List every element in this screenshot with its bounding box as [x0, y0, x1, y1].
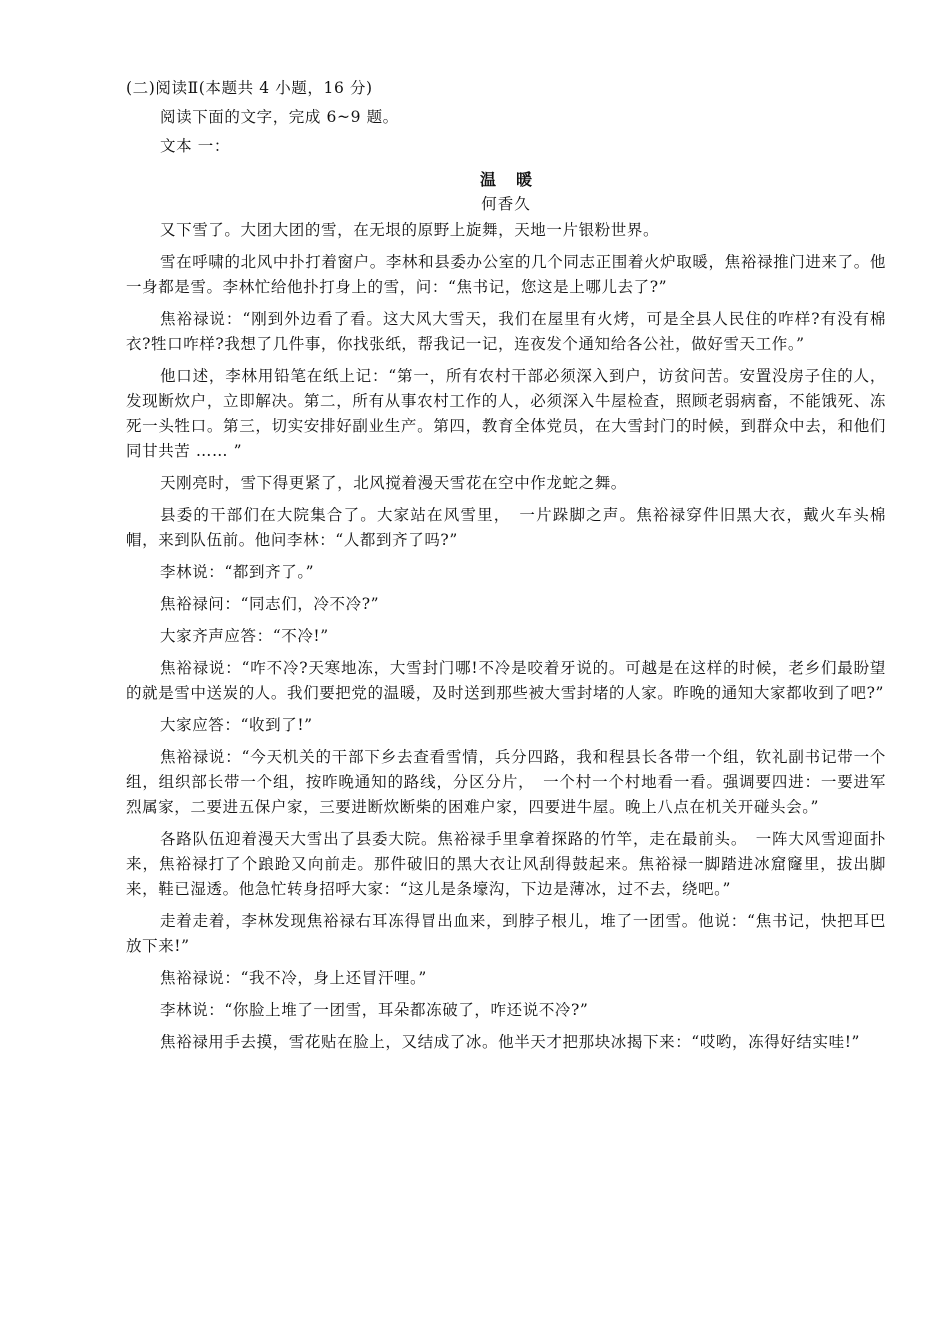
paragraph: 又下雪了。大团大团的雪，在无垠的原野上旋舞，天地一片银粉世界。	[160, 221, 660, 239]
text-label: 文本 一：	[160, 137, 230, 155]
paragraph: 焦裕禄说：“我不冷，身上还冒汗哩。”	[160, 969, 427, 987]
paragraph: 各路队伍迎着漫天大雪出了县委大院。焦裕禄手里拿着探路的竹竿，走在最前头。 一阵大风雪迎面扑来，焦裕禄打了个踉跄又向前走。那件破旧的黑大衣让风刮得鼓起来。焦裕禄一脚踏进冰窟窿里，拔出脚来，鞋已湿透。他急忙转身招呼大家：“这儿是条壕沟，下边是薄冰，过不去，绕吧。”	[126, 830, 886, 898]
section-header: (二)阅读Ⅱ(本题共 4 小题，16 分)	[126, 79, 373, 97]
story-author: 何香久	[481, 195, 531, 213]
paragraph: 焦裕禄说：“今天机关的干部下乡去查看雪情，兵分四路，我和程县长各带一个组，钦礼副书记带一个组，组织部长带一个组，按昨晚通知的路线，分区分片， 一个村一个村地看一看。强调要四进：一要进军烈属家，二要进五保户家，三要进断炊断柴的困难户家，四要进牛屋。晚上八点在机关开碰头会。”	[126, 748, 886, 816]
paragraph: 县委的干部们在大院集合了。大家站在风雪里， 一片跺脚之声。焦裕禄穿件旧黑大衣，戴火车头棉帽，来到队伍前。他问李林：“人都到齐了吗?”	[126, 506, 886, 549]
paragraph: 雪在呼啸的北风中扑打着窗户。李林和县委办公室的几个同志正围着火炉取暖，焦裕禄推门进来了。他一身都是雪。李林忙给他扑打身上的雪，问：“焦书记，您这是上哪儿去了?”	[126, 253, 886, 296]
paragraph: 大家应答：“收到了!”	[160, 716, 313, 734]
paragraph: 焦裕禄说：“刚到外边看了看。这大风大雪天，我们在屋里有火烤，可是全县人民住的咋样?有没有棉衣?牲口咋样?我想了几件事，你找张纸，帮我记一记，连夜发个通知给各公社，做好雪天工作。”	[126, 310, 886, 353]
paragraph: 他口述，李林用铅笔在纸上记：“第一，所有农村干部必须深入到户，访贫问苦。安置没房子住的人，发现断炊户，立即解决。第二，所有从事农村工作的人，必须深入牛屋检查，照顾老弱病畜，不能饿死、冻死一头牲口。第三，切实安排好副业生产。第四，教育全体党员，在大雪封门的时候，到群众中去，和他们同甘共苦 …… ”	[126, 367, 886, 460]
paragraph: 焦裕禄用手去摸，雪花贴在脸上，又结成了冰。他半天才把那块冰揭下来：“哎哟，冻得好结实哇!”	[160, 1033, 861, 1051]
story-body	[126, 218, 886, 1055]
paragraph: 走着走着，李林发现焦裕禄右耳冻得冒出血来，到脖子根儿，堆了一团雪。他说：“焦书记，快把耳巴放下来!”	[126, 912, 886, 955]
reading-instruction: 阅读下面的文字，完成 6~9 题。	[160, 108, 399, 126]
document-page	[126, 76, 886, 1062]
paragraph: 李林说：“都到齐了。”	[160, 563, 315, 581]
paragraph: 焦裕禄问：“同志们，冷不冷?”	[160, 595, 380, 613]
paragraph: 天刚亮时，雪下得更紧了，北风搅着漫天雪花在空中作龙蛇之舞。	[160, 474, 627, 492]
story-title: 温暖	[479, 170, 552, 189]
paragraph: 焦裕禄说：“咋不冷?天寒地冻，大雪封门哪!不冷是咬着牙说的。可越是在这样的时候，老乡们最盼望的就是雪中送炭的人。我们要把党的温暖，及时送到那些被大雪封堵的人家。昨晚的通知大家都收到了吧?”	[126, 659, 886, 702]
paragraph: 大家齐声应答：“不冷!”	[160, 627, 329, 645]
paragraph: 李林说：“你脸上堆了一团雪，耳朵都冻破了，咋还说不冷?”	[160, 1001, 589, 1019]
